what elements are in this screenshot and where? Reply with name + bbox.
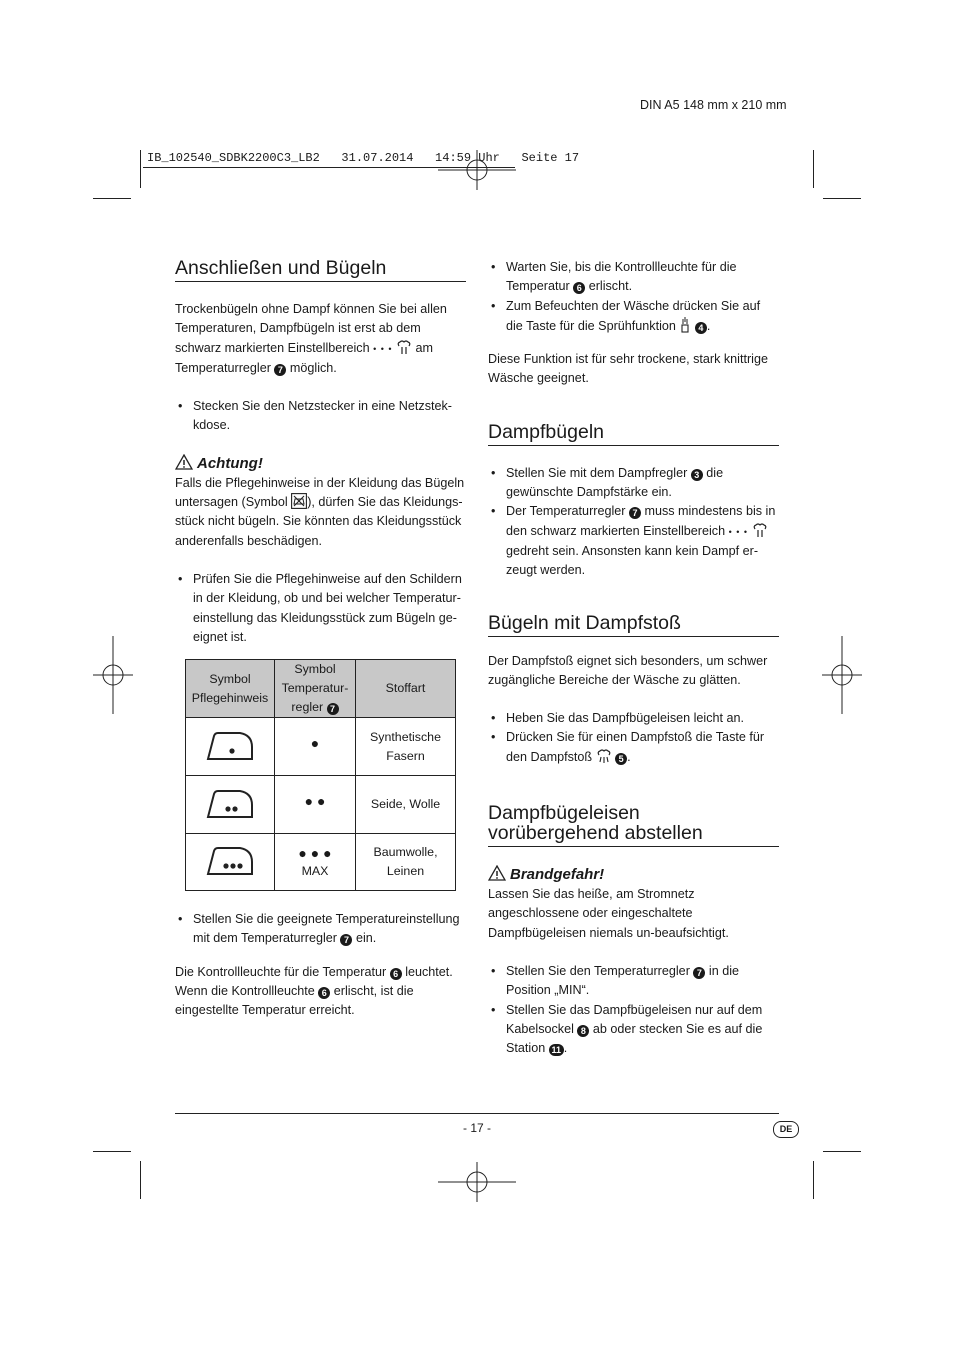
footer-rule [175, 1113, 779, 1114]
list-item: • Stellen Sie die geeignete Temperatureinstellung mit dem Temperaturregler 7 ein. [175, 910, 466, 949]
spray-icon [679, 316, 691, 333]
fabric-cell: Synthetische Fasern [356, 718, 456, 776]
warning-text: Lassen Sie das heiße, am Stromnetz angeschlossene oder eingeschaltete Dampfbügeleisen niemals un-beaufsichtigt. [488, 887, 729, 940]
care-symbol-table [185, 659, 456, 891]
warning-title: Achtung! [197, 454, 263, 472]
table-row: ● Synthetische Fasern [186, 718, 456, 776]
ref-number: 5 [615, 753, 627, 765]
bullet-list-abstellen [488, 962, 779, 1058]
table-row: ● ● Seide, Wolle [186, 776, 456, 834]
fabric-cell: Seide, Wolle [356, 776, 456, 834]
print-slug: IB_102540_SDBK2200C3_LB2 31.07.2014 14:59 Uhr Seite 17 [147, 151, 580, 165]
ref-number: 6 [573, 282, 585, 294]
ref-number: 6 [318, 987, 330, 999]
paragraph-dampfstoss: Der Dampfstoß eignet sich besonders, um schwer zugängliche Bereiche der Wäsche zu glätten. [488, 653, 768, 687]
registration-mark-bottom [438, 1162, 516, 1202]
ref-number: 7 [274, 364, 286, 376]
warning-title: Brandgefahr! [510, 866, 605, 884]
list-item: • Zum Befeuchten der Wäsche drücken Sie auf die Taste für die Sprühfunktion 4 . [488, 297, 779, 337]
ref-number: 4 [695, 322, 707, 334]
heading-abstellen: Dampfbügeleisen vorübergehend abstellen [488, 803, 779, 847]
left-column [175, 258, 466, 647]
list-item: • Stellen Sie das Dampfbügeleisen nur auf dem Kabelsockel 8 ab oder stecken Sie es auf die Station 11 . [488, 1001, 779, 1059]
paragraph-trockenbuegeln: Trockenbügeln ohne Dampf können Sie bei allen Temperaturen, Dampfbügeln ist erst ab dem schwarz markierten Einstellbereich • • • am Temperaturregler 7 möglich. [175, 302, 447, 375]
ref-number: 7 [629, 507, 641, 519]
iron-two-dots-icon [204, 784, 256, 820]
steam-icon [396, 340, 412, 355]
ref-number: 7 [340, 934, 352, 946]
bullet-list-top [488, 258, 779, 336]
heading-dampfstoss: Bügeln mit Dampfstoß [488, 613, 779, 637]
heading-anschliessen: Anschließen und Bügeln [175, 258, 466, 282]
registration-mark-left [93, 636, 133, 714]
ref-number: 7 [693, 967, 705, 979]
bullet-list-stoss [488, 709, 779, 767]
table-header-temperaturregler: Symbol Temperatur-regler 7 [275, 660, 356, 718]
list-item: • Heben Sie das Dampfbügeleisen leicht an. [488, 709, 779, 728]
paragraph-kontrollleuchte: Die Kontrollleuchte für die Temperatur 6 leuchtet. Wenn die Kontrollleuchte 6 erlischt, ist die eingestellte Temperatur erreicht. [175, 964, 453, 1018]
list-item: • Stellen Sie mit dem Dampfregler 3 die gewünschte Dampfstärke ein. [488, 464, 779, 503]
steam-burst-icon [596, 749, 612, 764]
iron-three-dots-icon [204, 841, 256, 877]
ref-number: 11 [549, 1044, 564, 1056]
steam-icon [752, 523, 768, 538]
heading-dampfbuegeln: Dampfbügeln [488, 422, 779, 446]
warning-triangle-icon [488, 865, 506, 881]
bullet-list-dampf [488, 464, 779, 581]
fabric-cell: Baumwolle, Leinen [356, 834, 456, 891]
print-format-label: DIN A5 148 mm x 210 mm [640, 98, 787, 112]
right-column [488, 258, 779, 1058]
list-item: • Prüfen Sie die Pflegehinweise auf den Schildern in der Kleidung, ob und bei welcher Temperatur-einstellung das Kleidungsstück zum Bügeln ge-eignet ist. [175, 570, 466, 647]
ref-number: 3 [691, 469, 703, 481]
table-row: ● ● ● MAX Baumwolle, Leinen [186, 834, 456, 891]
warning-brandgefahr [488, 865, 779, 943]
registration-mark-right [822, 636, 862, 714]
list-item: • Stecken Sie den Netzstecker in eine Netzstek-kdose. [175, 397, 466, 436]
left-column-lower [175, 910, 466, 1020]
registration-mark-top [438, 150, 516, 190]
ref-number: 6 [390, 968, 402, 980]
table-header-stoffart: Stoffart [356, 660, 456, 718]
warning-triangle-icon [175, 454, 193, 470]
bullet-list-2 [175, 570, 466, 647]
ref-number: 8 [577, 1025, 589, 1037]
bullet-list-1 [175, 397, 466, 436]
ref-number: 7 [327, 703, 339, 715]
paragraph-funktion: Diese Funktion ist für sehr trockene, stark knittrige Wäsche geeignet. [488, 352, 768, 386]
language-badge: DE [773, 1121, 799, 1138]
list-item: • Warten Sie, bis die Kontrollleuchte für die Temperatur 6 erlischt. [488, 258, 779, 297]
list-item: • Drücken Sie für einen Dampfstoß die Taste für den Dampfstoß 5 . [488, 728, 779, 767]
warning-text: Falls die Pflegehinweise in der Kleidung das Bügeln untersagen (Symbol ), dürfen Sie das Kleidungs-stück nicht bügeln. Sie könnten das Kleidungsstück anderenfalls beschädigen. [175, 475, 465, 548]
page-number: - 17 - [462, 1121, 491, 1135]
no-iron-icon [291, 493, 307, 509]
list-item: • Der Temperaturregler 7 muss mindestens bis in den schwarz markierten Einstellbereich • • • gedreht sein. Ansonsten kann kein Dampf er-zeugt werden. [488, 502, 779, 580]
bullet-list-3 [175, 910, 466, 949]
warning-achtung [175, 454, 466, 551]
table-header-pflegehinweis: Symbol Pflegehinweis [186, 660, 275, 718]
iron-one-dot-icon [204, 726, 256, 762]
list-item: • Stellen Sie den Temperaturregler 7 in die Position „MIN“. [488, 962, 779, 1001]
